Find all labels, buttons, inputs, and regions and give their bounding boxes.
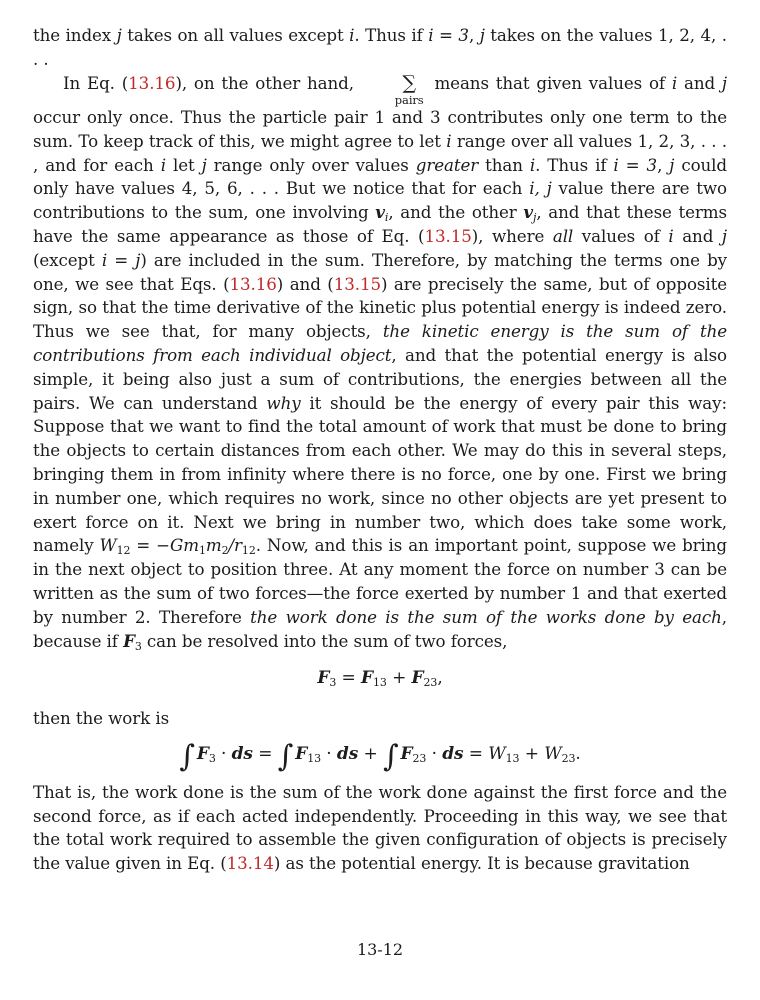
math-var: m <box>205 535 222 556</box>
text: , <box>657 154 670 175</box>
text: . Thus if <box>354 25 429 45</box>
math-subscript: 23 <box>423 676 438 690</box>
math-subscript: i <box>384 211 389 225</box>
equation-reference-link[interactable]: 13.15 <box>424 226 472 247</box>
math-subscript: 13 <box>372 676 387 690</box>
math-operator: · <box>215 744 232 765</box>
text: the index <box>33 25 117 45</box>
math-expr: = −Gm <box>130 535 199 556</box>
math-var: W <box>488 744 506 765</box>
math-vector: F <box>295 744 308 765</box>
text: than <box>478 154 530 175</box>
text: let <box>165 154 202 175</box>
paragraph-1 <box>33 24 727 72</box>
text: That is, the work done is the sum of the work done against the first force and the second force, as if each acted independently. Proceeding in this way, we see that the total work required to assemble the given configuration of objects is precisely the value given in Eq. ( <box>33 781 727 874</box>
text: In Eq. ( <box>63 72 129 93</box>
math-subscript: 3 <box>134 639 142 653</box>
math-var: i <box>668 226 674 247</box>
text: , and the other <box>388 202 524 223</box>
math-subscript: 12 <box>241 544 256 558</box>
summation-subscript: pairs <box>394 92 424 107</box>
math-var: i <box>349 25 355 45</box>
math-vector: ds <box>442 744 464 765</box>
equation-work-integral <box>33 739 727 775</box>
text: means that given values of <box>427 72 672 93</box>
text: , and that the potential energy is also simple, it being also just a sum of contributions, the energies between all the pairs. We can understand <box>33 345 727 413</box>
text: and <box>677 72 722 93</box>
equation-force-sum <box>33 667 727 691</box>
text: and <box>673 226 722 247</box>
math-subscript: 3 <box>208 752 216 766</box>
text: ), on the other hand, <box>175 72 361 93</box>
text: ) are included in the sum. Therefore, by matching the terms one by one, we see that Eqs. ( <box>33 249 728 294</box>
math-vector: F <box>317 668 330 689</box>
integral-symbol: ∫ <box>277 739 294 775</box>
math-expr: i, j <box>529 178 552 199</box>
math-var: i <box>160 154 166 175</box>
text: (except <box>33 249 102 270</box>
text: occur only once. Thus the particle pair 1 and 3 contributes only one term to the sum. To keep track of this, we might agree to let <box>33 107 727 151</box>
math-var: i <box>671 72 678 93</box>
math-vector: v <box>523 202 534 223</box>
paragraph-2 <box>33 72 727 654</box>
math-subscript: 23 <box>561 752 576 766</box>
math-subscript: 1 <box>198 544 206 558</box>
page-body <box>33 24 727 876</box>
math-var: W <box>544 744 562 765</box>
math-punctuation: . <box>575 744 581 765</box>
math-vector: F <box>196 744 209 765</box>
text: takes on the values 1, 2, 4, . . . <box>33 25 727 69</box>
math-vector: F <box>123 630 135 651</box>
equation-reference-link[interactable]: 13.14 <box>226 853 274 874</box>
math-subscript: 13 <box>505 752 520 766</box>
text: range over all values 1, 2, 3, . . . , and for each <box>33 130 727 175</box>
equation-reference-link[interactable]: 13.16 <box>229 273 277 294</box>
math-expr: i = 3 <box>613 154 658 175</box>
math-vector: ds <box>231 744 253 765</box>
math-var: i <box>529 154 536 175</box>
integral-symbol: ∫ <box>382 739 399 775</box>
math-operator: + <box>358 744 383 765</box>
math-var: j <box>669 154 675 175</box>
math-operator: · <box>321 744 337 765</box>
math-vector: ds <box>336 744 359 765</box>
math-expr: /r <box>228 535 242 556</box>
math-punctuation: , <box>437 668 443 689</box>
math-var: j <box>479 25 485 45</box>
equation-reference-link[interactable]: 13.15 <box>333 273 381 294</box>
text: , and that these terms have the same appearance as those of Eq. ( <box>33 202 727 247</box>
math-vector: F <box>360 668 373 689</box>
integral-symbol: ∫ <box>179 739 195 775</box>
emphasis: greater <box>415 154 479 175</box>
text: , because if <box>33 606 727 651</box>
text: ), where <box>471 226 553 247</box>
paragraph-3 <box>33 707 727 731</box>
text: . Now, and this is an important point, suppose we bring in the next object to position three. At any moment the force on number 3 can be written as the sum of two forces—the force exerted by number 1 and that exerted by number 2. Therefore <box>33 535 727 627</box>
text: range only over values <box>206 154 416 175</box>
equation-reference-link[interactable]: 13.16 <box>128 72 176 93</box>
summation-operator <box>365 71 424 107</box>
text: , <box>468 25 480 45</box>
math-vector: v <box>375 202 385 223</box>
math-expr: i = j <box>101 249 141 270</box>
text: ) are precisely the same, but of opposite sign, so that the time derivative of the kinetic plus potential energy is indeed zero. Thus we see that, for many objects, <box>33 273 727 342</box>
math-operator: + <box>519 744 545 765</box>
math-expr: i = 3 <box>428 25 469 45</box>
math-subscript: 12 <box>116 544 131 558</box>
math-subscript: 2 <box>221 544 229 558</box>
text: it should be the energy of every pair this way: Suppose that we want to find the total amount of work that must be done to bring the objects to certain distances from each other. We may do this in several steps, bringing them in from infinity where there is no force, one by one. First we bring in number one, which requires no work, since no other objects are yet present to exert force on it. Next we bring in number two, which does take some work, namely <box>33 392 727 556</box>
math-operator: · <box>426 744 443 765</box>
math-var: W <box>99 535 117 556</box>
text: ) and ( <box>276 273 334 294</box>
paragraph-4 <box>33 781 727 876</box>
text: value there are two contributions to the sum, one involving <box>33 178 727 223</box>
text: . Thus if <box>535 154 614 175</box>
math-subscript: 23 <box>412 752 427 766</box>
math-var: j <box>116 25 122 45</box>
text: can be resolved into the sum of two forces, <box>141 630 508 651</box>
math-operator: + <box>386 668 412 689</box>
page-number: 13-12 <box>356 940 404 959</box>
text: takes on all values except <box>121 25 350 45</box>
math-var: j <box>721 226 727 247</box>
math-var: j <box>201 154 207 175</box>
emphasis: the work done is the sum of the works done by each <box>250 606 722 627</box>
math-var: i <box>446 130 452 151</box>
emphasis: why <box>266 392 301 413</box>
text: then the work is <box>33 708 170 729</box>
math-operator: = <box>463 744 489 765</box>
text: ) as the potential energy. It is because gravitation <box>273 853 690 874</box>
math-var: j <box>721 72 727 93</box>
math-subscript: j <box>533 211 537 225</box>
math-vector: F <box>411 668 424 689</box>
math-subscript: 13 <box>307 752 321 766</box>
emphasis: all <box>552 226 574 247</box>
summation-symbol: ∑ <box>402 71 416 94</box>
text: values of <box>573 226 669 247</box>
math-operator: = <box>252 744 278 765</box>
text: could only have values 4, 5, 6, . . . But we notice that for each <box>33 154 728 199</box>
emphasis: the kinetic energy is the sum of the contributions from each individual object <box>33 321 727 366</box>
math-operator: = <box>336 668 361 689</box>
math-subscript: 3 <box>329 676 337 690</box>
math-vector: F <box>400 744 413 765</box>
